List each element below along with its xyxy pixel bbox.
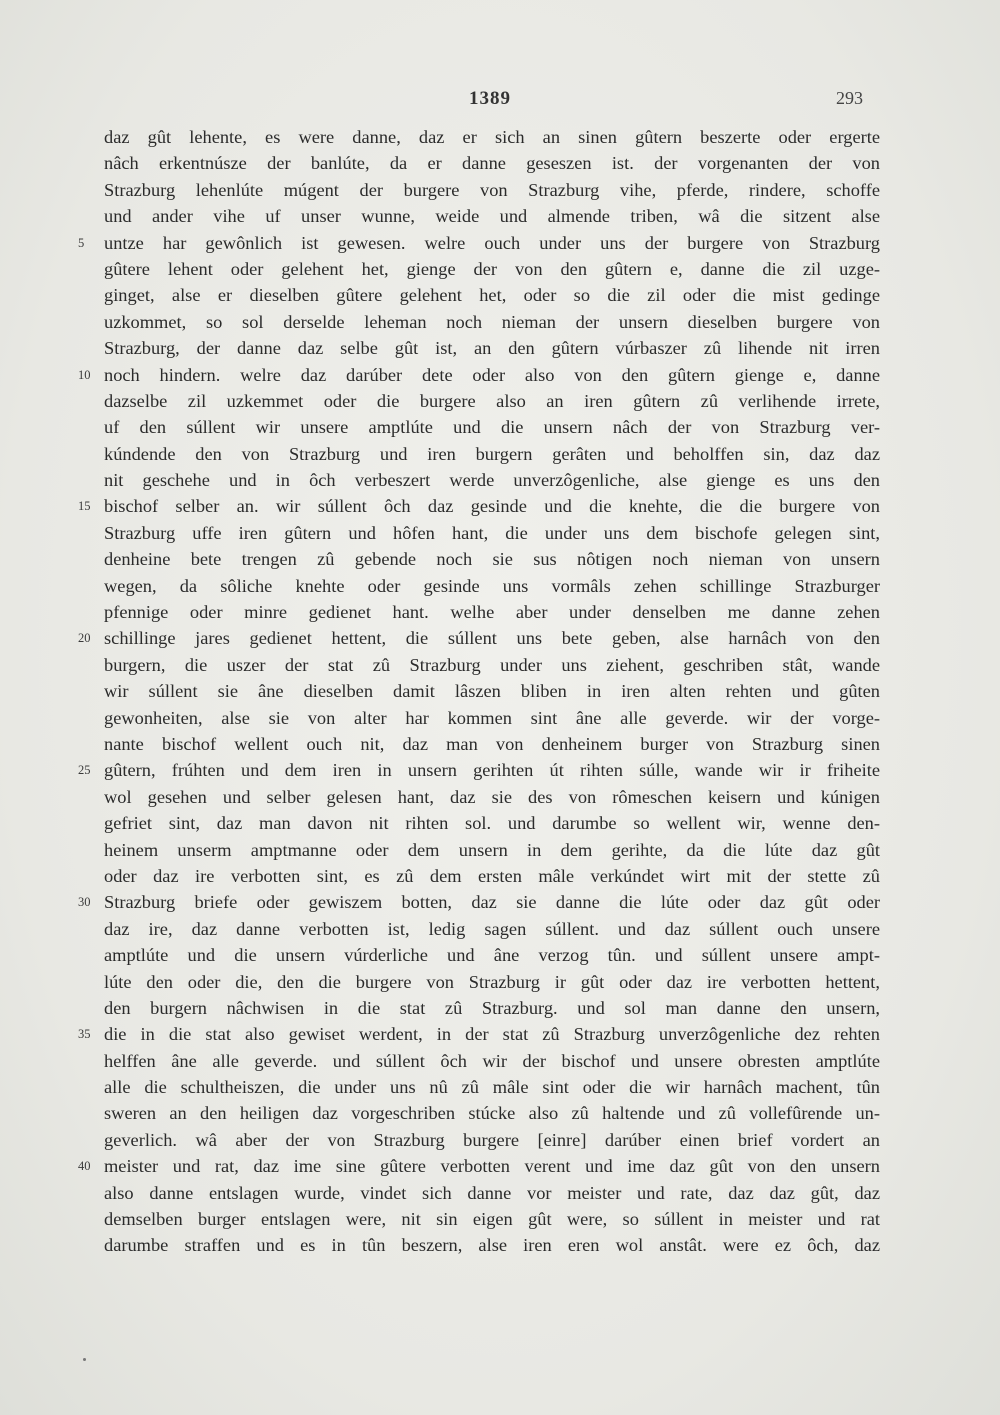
text-line: [104, 652, 880, 678]
line-text: Strazburg lehenlúte múgent der burgere von Strazburg vihe, pferde, rindere, schoffe: [104, 179, 880, 200]
text-line: [104, 837, 880, 863]
text-line: [104, 520, 880, 546]
line-text: also danne entslagen wurde, vindet sich danne vor meister und rate, daz daz gût, daz: [104, 1182, 880, 1203]
line-number: 30: [78, 895, 91, 910]
line-text: Strazburg, der danne daz selbe gût ist, an den gûtern vúrbaszer zû lihende nit irren: [104, 338, 880, 359]
text-line: [104, 1048, 880, 1074]
text-line: [104, 678, 880, 704]
text-line: [104, 810, 880, 836]
line-text: gewonheiten, alse sie von alter har kommen sint âne alle geverde. wir der vorge-: [104, 707, 880, 728]
page-number: 293: [836, 88, 863, 108]
line-text: amptlúte und die unsern vúrderliche und âne verzog tûn. und súllent unsere ampt-: [104, 945, 880, 966]
text-line: [104, 388, 880, 414]
paper-speck: [83, 1358, 86, 1361]
line-number: 20: [78, 631, 91, 646]
line-number: 40: [78, 1159, 91, 1174]
text-line: [104, 1100, 880, 1126]
text-line: [78, 757, 880, 783]
text-line: [104, 335, 880, 361]
text-line: [104, 731, 880, 757]
line-text: lúte den oder die, den die burgere von Strazburg ir gût oder daz ire verbotten hettent,: [104, 971, 880, 992]
text-line: [104, 203, 880, 229]
line-text: pfennige oder minre gedienet hant. welhe aber under denselben me danne zehen: [104, 602, 880, 623]
line-number: 5: [78, 235, 85, 250]
line-text: heinem unserm amptmanne oder dem unsern in dem gerihte, da die lúte daz gût: [104, 839, 880, 860]
text-line: [104, 599, 880, 625]
line-text: uf den súllent wir unsere amptlúte und die unsern nâch der von Strazburg ver-: [104, 417, 880, 438]
line-text: ginget, alse er dieselben gûtere gelehent het, oder so die zil oder die mist gedinge: [104, 285, 880, 306]
text-line: [104, 1180, 880, 1206]
text-line: [104, 784, 880, 810]
line-number: 25: [78, 763, 91, 778]
text-line: [104, 995, 880, 1021]
line-text: burgern, die uszer der stat zû Strazburg under uns ziehent, geschriben stât, wande: [104, 654, 880, 675]
text-line: [104, 467, 880, 493]
text-line: [104, 441, 880, 467]
text-line: [78, 493, 880, 519]
line-text: kúndende den von Strazburg und iren burgern gerâten und beholffen sin, daz daz: [104, 443, 880, 464]
body-text: [78, 124, 880, 1259]
line-text: daz ire, daz danne verbotten ist, ledig sagen súllent. und daz súllent ouch unsere: [104, 918, 880, 939]
line-text: geverlich. wâ aber der von Strazburg burgere [einre] darúber einen brief vordert an: [104, 1129, 880, 1150]
text-line: [104, 309, 880, 335]
line-text: dazselbe zil uzkemmet oder die burgere also an iren gûtern zû verlihende irrete,: [104, 390, 880, 411]
line-text: Strazburg briefe oder gewiszem botten, daz sie danne die lúte oder daz gût oder: [104, 892, 880, 913]
text-line: [104, 942, 880, 968]
line-number: 15: [78, 499, 91, 514]
line-text: gûtere lehent oder gelehent het, gienge der von den gûtern e, danne die zil uzge-: [104, 258, 880, 279]
line-number: 10: [78, 367, 91, 382]
line-text: nante bischof wellent ouch nit, daz man von denheinem burger von Strazburg sinen: [104, 733, 880, 754]
text-line: [104, 1127, 880, 1153]
text-line: [104, 282, 880, 308]
page-header-year: 1389: [469, 88, 511, 109]
text-line: [104, 1232, 880, 1258]
line-text: Strazburg uffe iren gûtern und hôfen hant, die under uns dem bischofe gelegen sint,: [104, 522, 880, 543]
text-line: [104, 863, 880, 889]
line-text: oder daz ire verbotten sint, es zû dem ersten mâle verkúndet wirt mit der stette zû: [104, 865, 880, 886]
line-text: untze har gewônlich ist gewesen. welre ouch under uns der burgere von Strazburg: [104, 232, 880, 253]
line-text: sweren an den heiligen daz vorgeschriben stúcke also zû haltende und zû vollefûrende un-: [104, 1103, 880, 1124]
text-line: [104, 177, 880, 203]
line-text: gûtern, frúhten und dem iren in unsern gerihten út rihten súlle, wande wir ir friheite: [104, 760, 880, 781]
line-text: meister und rat, daz ime sine gûtere verbotten verent und ime daz gût von den unsern: [104, 1156, 880, 1177]
line-text: wir súllent sie âne dieselben damit lâszen bliben in iren alten rehten und gûten: [104, 681, 880, 702]
text-line: [104, 256, 880, 282]
text-line: [78, 230, 880, 256]
line-text: demselben burger entslagen were, nit sin eigen gût were, so súllent in meister und rat: [104, 1209, 880, 1230]
line-number: 35: [78, 1027, 91, 1042]
text-line: [104, 1206, 880, 1232]
text-line: [104, 150, 880, 176]
line-text: daz gût lehente, es were danne, daz er sich an sinen gûtern beszerte oder ergerte: [104, 127, 880, 147]
text-line: [78, 1021, 880, 1047]
text-line: [104, 1074, 880, 1100]
line-text: uzkommet, so sol derselde leheman noch nieman der unsern dieselben burgere von: [104, 311, 880, 332]
text-line: [104, 546, 880, 572]
line-text: schillinge jares gedienet hettent, die súllent uns bete geben, alse harnâch von den: [104, 628, 880, 649]
line-text: die in die stat also gewiset werdent, in der stat zû Strazburg unverzôgenliche dez rehten: [104, 1024, 880, 1045]
line-text: wol gesehen und selber gelesen hant, daz sie des von rômeschen keisern und kúnigen: [104, 786, 880, 807]
text-line: [104, 916, 880, 942]
text-line: [78, 362, 880, 388]
text-line: [78, 1153, 880, 1179]
text-line: [78, 625, 880, 651]
line-text: nâch erkentnúsze der banlúte, da er danne geseszen ist. der vorgenanten der von: [104, 153, 880, 174]
line-text: bischof selber an. wir súllent ôch daz gesinde und die knehte, die die burgere von: [104, 496, 880, 517]
line-text: noch hindern. welre daz darúber dete oder also von den gûtern gienge e, danne: [104, 364, 880, 385]
line-text: helffen âne alle geverde. und súllent ôch wir der bischof und unsere obresten amptlúte: [104, 1050, 880, 1071]
text-line: [104, 414, 880, 440]
text-line: [78, 889, 880, 915]
line-text: nit geschehe und in ôch verbeszert werde unverzôgenliche, alse gienge es uns den: [104, 470, 880, 491]
line-text: den burgern nâchwisen in die stat zû Strazburg. und sol man danne den unsern,: [104, 997, 880, 1018]
line-text: denheine bete trengen zû gebende noch sie sus nôtigen noch nieman von unsern: [104, 549, 880, 570]
line-text: und ander vihe uf unser wunne, weide und almende triben, wâ die sitzent alse: [104, 206, 880, 227]
text-line: [104, 969, 880, 995]
line-text: alle die schultheiszen, die under uns nû zû mâle sint oder die wir harnâch machent, tûn: [104, 1077, 880, 1098]
line-text: wegen, da sôliche knehte oder gesinde uns vormâls zehen schillinge Strazburger: [104, 575, 880, 596]
text-line: [104, 573, 880, 599]
line-text: gefriet sint, daz man davon nit rihten sol. und darumbe so wellent wir, wenne den-: [104, 813, 880, 834]
text-line: [104, 705, 880, 731]
text-line: [104, 124, 880, 150]
line-text: darumbe straffen und es in tûn beszern, alse iren eren wol anstât. were ez ôch, daz: [104, 1235, 880, 1256]
